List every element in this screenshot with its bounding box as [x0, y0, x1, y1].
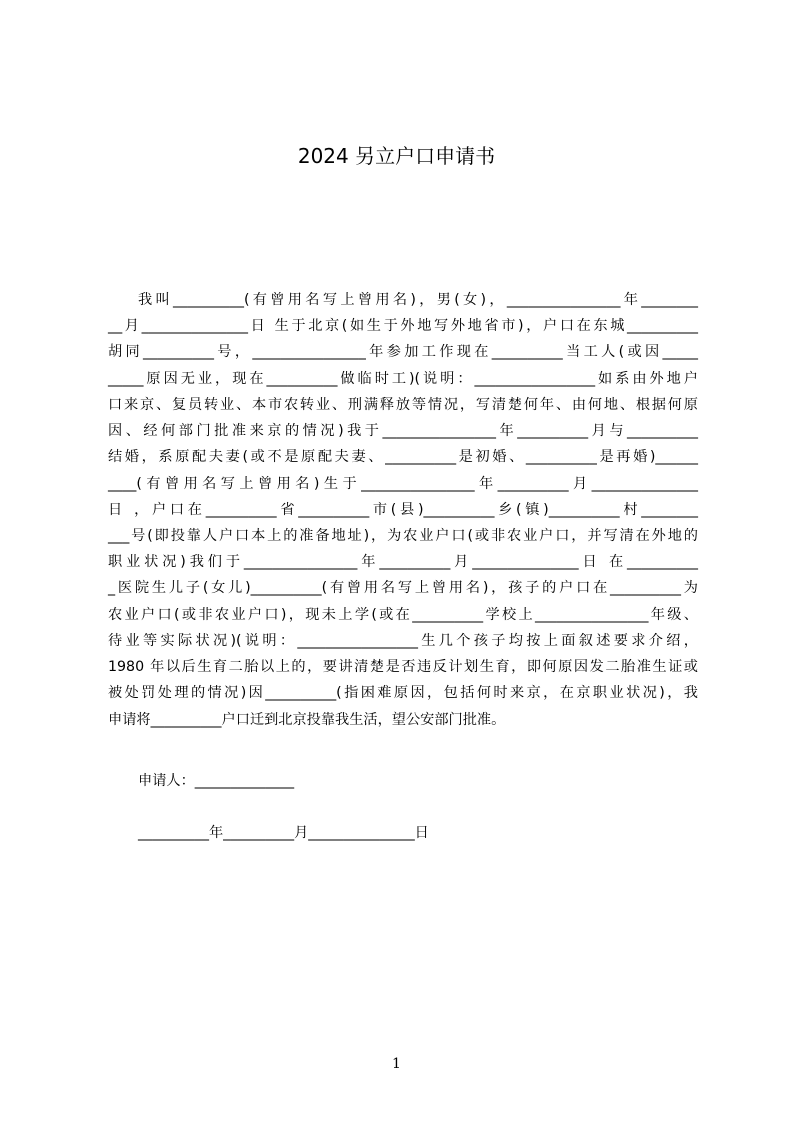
page-number: 1	[392, 1056, 401, 1072]
body-line: 农业户口(或非农业户口)，现未上学(或在__________学校上________________年级、	[108, 607, 698, 623]
body-line: 结婚，系原配夫妻(或不是原配夫妻、__________是初婚、__________是再婚)______	[108, 449, 698, 465]
applicant-signature-line: 申请人：______________	[138, 773, 295, 789]
body-line: 被处罚处理的情况)因__________(指困难原因，包括何时来京，在京职业状况)，我	[108, 685, 698, 701]
body-line: 1980 年以后生育二胎以上的，要讲清楚是否违反计划生育，即何原因发二胎准生证或	[108, 659, 698, 675]
body-line: _医院生儿子(女儿)__________(有曾用名写上曾用名)，孩子的户口在__________为	[108, 580, 698, 596]
body-line: 待业等实际状况)(说明：_________________生几个孩子均按上面叙述要求介绍，	[108, 633, 698, 649]
document-title: 2024 另立户口申请书	[297, 144, 496, 168]
body-line: ___号(即投靠人户口本上的准备地址)，为农业户口(或非农业户口，并写清在外地的	[108, 528, 698, 544]
body-line: 胡同__________号，________________年参加工作现在__________当工人(或因_____	[108, 344, 698, 360]
body-line: _____原因无业，现在__________做临时工)(说明：_________________如系由外地户	[108, 371, 698, 387]
date-line: __________年__________月_______________日	[138, 825, 429, 841]
body-line: 申请将__________户口迁到北京投靠我生活，望公安部门批准。	[108, 712, 506, 728]
body-line: 日 ，户口在__________省__________市(县)__________乡(镇)__________村________	[108, 502, 698, 518]
body-line: __月_______________日 生于北京(如生于外地写外地省市)，户口在东城__________	[108, 318, 698, 334]
body-line: 我叫__________(有曾用名写上曾用名)，男(女)，________________年________	[138, 292, 698, 308]
body-line: ____(有曾用名写上曾用名)生于________________年__________月_______________	[108, 476, 698, 492]
body-line: 因、经何部门批准来京的情况)我于________________年__________月与__________	[108, 423, 698, 439]
body-line: 职业状况)我们于________________年__________月_______________日 在__________	[108, 554, 698, 570]
body-line: 口来京、复员转业、本市农转业、刑满释放等情况，写清楚何年、由何地、根据何原	[108, 397, 698, 413]
